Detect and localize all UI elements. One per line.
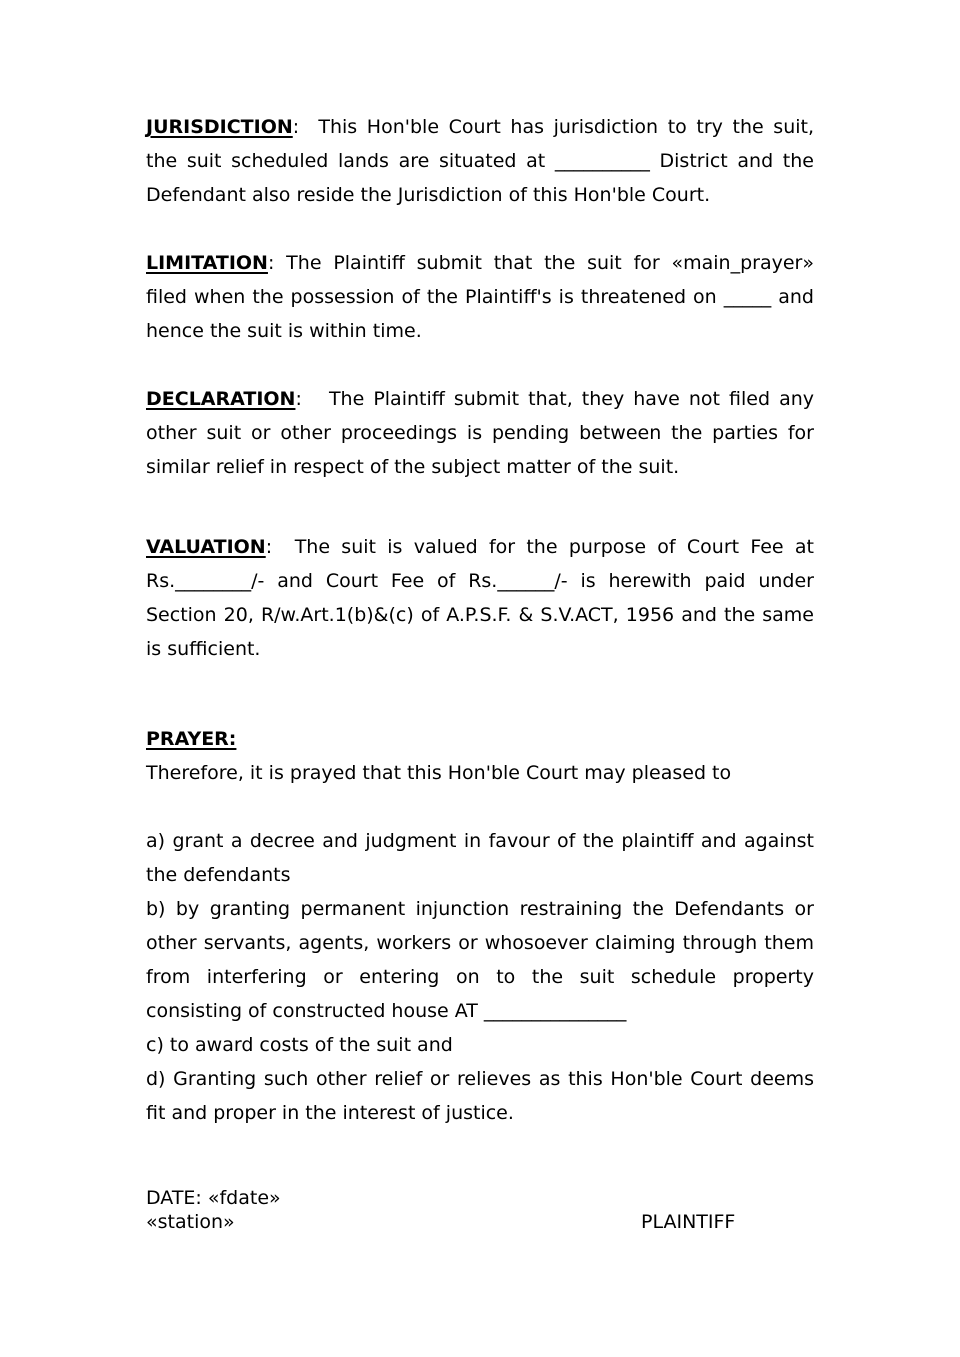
signature-block — [146, 1186, 814, 1234]
limitation-heading: LIMITATION — [146, 252, 268, 274]
prayer-item-c: c) to award costs of the suit and — [146, 1034, 453, 1056]
declaration-paragraph — [146, 382, 814, 484]
jurisdiction-heading: JURISDICTION — [146, 116, 293, 138]
jurisdiction-separator: : — [292, 116, 319, 138]
prayer-heading: PRAYER: — [146, 728, 237, 750]
declaration-text: The Plaintiff submit that, they have not filed any other suit or other proceedings is pending between the parties for similar relief in respect of the subject matter of the suit. — [146, 388, 814, 478]
prayer-item-a: a) grant a decree and judgment in favour of the plaintiff and against the defendants — [146, 830, 814, 886]
prayer-item-b: b) by granting permanent injunction restraining the Defendants or other servants, agents, workers or whosoever claiming through them from interfering or entering on to the suit schedule property consisting of constructed house AT _______________ — [146, 898, 814, 1022]
date-line: DATE: «fdate» — [146, 1187, 281, 1209]
valuation-paragraph — [146, 530, 814, 666]
prayer-intro: Therefore, it is prayed that this Hon'ble Court may pleased to — [146, 762, 732, 784]
jurisdiction-paragraph — [146, 110, 814, 212]
valuation-separator: : — [265, 536, 295, 558]
limitation-separator: : — [267, 252, 287, 274]
limitation-text: The Plaintiff submit that the suit for «main_prayer» filed when the possession of the Plaintiff's is threatened on _____ and hence the suit is within time. — [146, 252, 814, 342]
plaintiff-signatory: PLAINTIFF — [641, 1211, 736, 1233]
document-body — [146, 110, 814, 1130]
valuation-heading: VALUATION — [146, 536, 266, 558]
prayer-item-d: d) Granting such other relief or relieves as this Hon'ble Court deems fit and proper in the interest of justice. — [146, 1068, 814, 1124]
declaration-heading: DECLARATION — [146, 388, 296, 410]
valuation-text: The suit is valued for the purpose of Court Fee at Rs.________/- and Court Fee of Rs.______/- is herewith paid under Section 20, R/w.Art.1(b)&(c) of A.P.S.F. & S.V.ACT, 1956 and the same is sufficient. — [146, 536, 814, 660]
jurisdiction-text: This Hon'ble Court has jurisdiction to try the suit, the suit scheduled lands are situated at __________ District and the Defendant also reside the Jurisdiction of this Hon'ble Court. — [146, 116, 814, 206]
station-line: «station» — [146, 1211, 235, 1233]
declaration-separator: : — [295, 388, 329, 410]
limitation-paragraph — [146, 246, 814, 348]
